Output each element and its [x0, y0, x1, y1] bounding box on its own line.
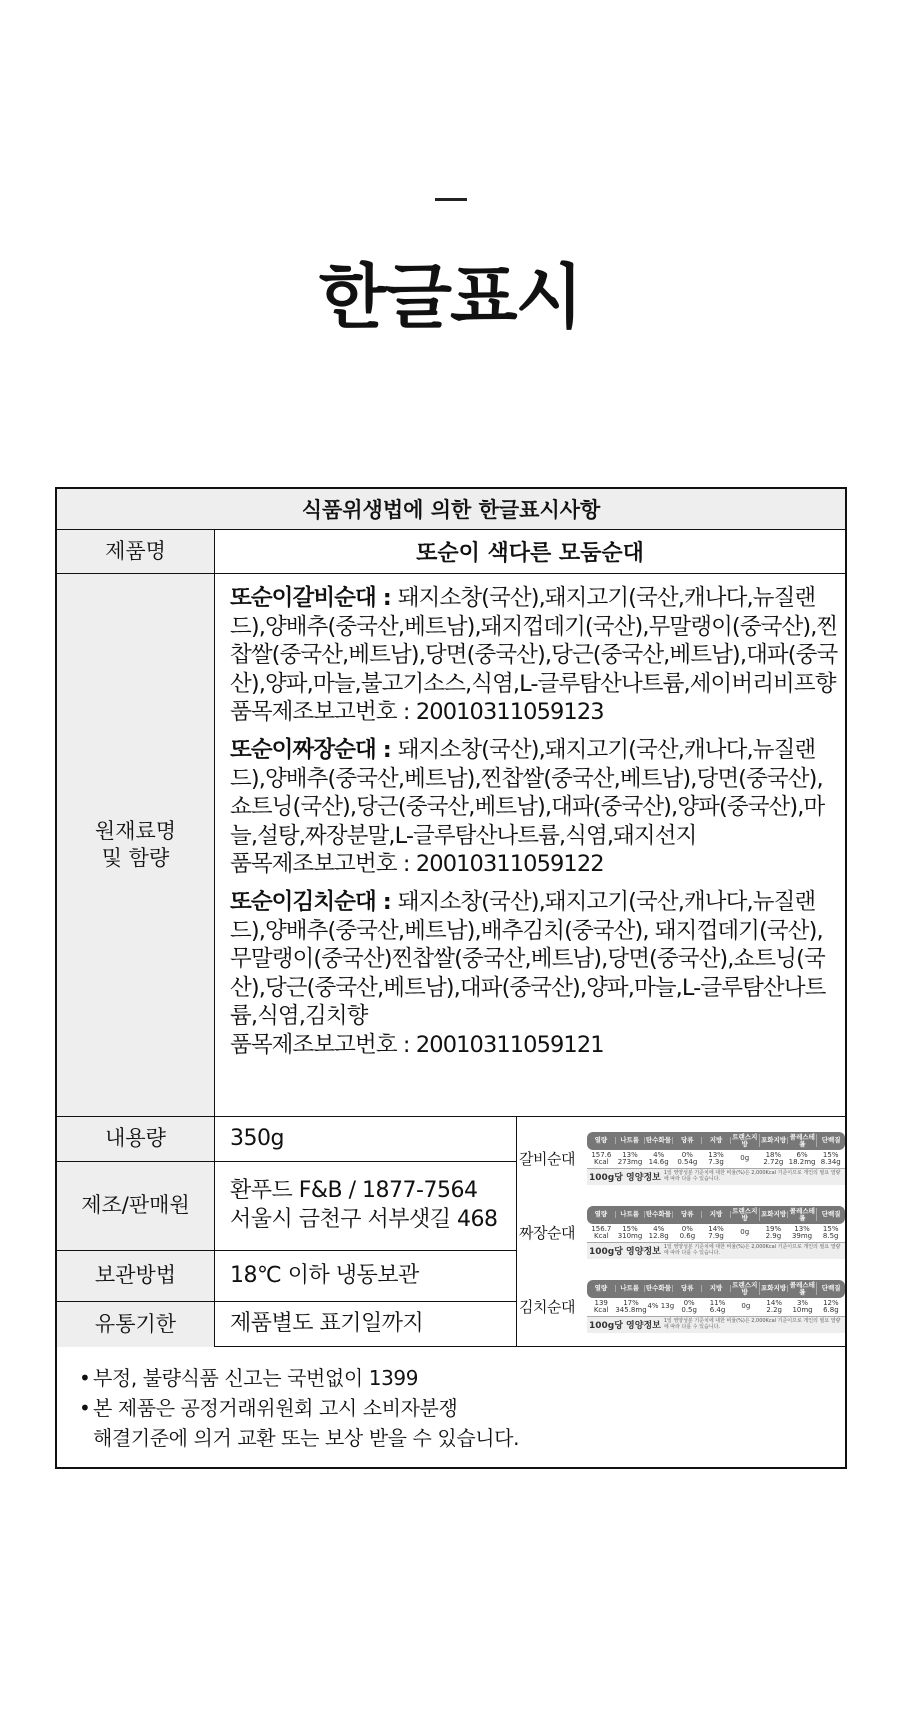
expiry-value: 제품별도 표기일까지	[230, 1311, 424, 1337]
nutrient-header: 나트륨	[616, 1211, 645, 1218]
report-number: 품목제조보고번호 : 20010311059121	[230, 1031, 604, 1058]
nutrient-header: 트랜스지방	[731, 1282, 760, 1296]
ingredient-item	[230, 736, 841, 879]
nutrient-header: 콜레스테롤	[788, 1208, 817, 1222]
nutrient-value: 19% 2.9g	[765, 1224, 782, 1240]
nutrition-panel	[517, 1117, 845, 1346]
label-table	[55, 487, 847, 1469]
nutrient-header: 단백질	[821, 1136, 841, 1145]
report-number: 품목제조보고번호 : 20010311059123	[230, 699, 604, 726]
ingredients-row	[57, 574, 845, 1117]
nutrient-value: 13% 273mg	[617, 1150, 643, 1166]
volume-label: 내용량	[57, 1117, 215, 1161]
table-header: 식품위생법에 의한 한글표시사항	[57, 489, 845, 530]
nutrient-header: 나트륨	[616, 1285, 645, 1292]
nutrient-value: 4% 14.6g	[648, 1150, 669, 1166]
nutrient-header: 포화지방	[760, 1285, 789, 1292]
expiry-row	[57, 1302, 516, 1347]
nutrient-header: 포화지방	[760, 1137, 789, 1144]
nutrient-header: 열량	[587, 1211, 616, 1218]
expiry-label: 유통기한	[57, 1302, 215, 1347]
product-name-row	[57, 530, 845, 574]
ingredient-product-name: 또순이갈비순대 :	[230, 585, 398, 611]
ingredient-item	[230, 584, 841, 727]
nutrient-value: 156.7 Kcal	[591, 1224, 612, 1240]
nutrient-value: 12% 6.8g	[823, 1298, 839, 1314]
nutrition-footer	[587, 1317, 845, 1333]
nutrient-header: 단백질	[821, 1210, 841, 1219]
nutrient-value: 139 Kcal	[593, 1298, 609, 1314]
nutrition-headers	[587, 1132, 845, 1150]
report-number: 품목제조보고번호 : 20010311059122	[230, 851, 604, 878]
nutrient-header: 포화지방	[760, 1211, 789, 1218]
nutrient-value: 4% 13g	[647, 1302, 675, 1310]
nutrient-value: 18% 2.72g	[763, 1150, 784, 1166]
nutrition-block	[519, 1195, 845, 1269]
notes-section	[57, 1347, 845, 1467]
nutrition-footer-title: 100g당 영양정보	[589, 1321, 661, 1331]
nutrient-value: 4% 12.8g	[648, 1224, 669, 1240]
nutrient-header: 열량	[587, 1137, 616, 1144]
nutrient-value: 0% 0.54g	[677, 1150, 698, 1166]
ingredient-text: 돼지소창(국산),돼지고기(국산,캐나다,뉴질랜드),양배추(중국산,베트남),찐찹쌀(중국산,베트남),당면(중국산),쇼트닝(국산),당근(중국산,베트남),대파(중국산),양파(중국산),마늘,설탕,짜장분말,L-글루탐산나트륨,식염,돼지선지	[230, 736, 825, 849]
nutrition-headers	[587, 1280, 845, 1298]
nutrition-product-name: 김치순대	[519, 1297, 575, 1316]
nutrient-value: 15% 310mg	[617, 1224, 643, 1240]
nutrient-header: 콜레스테롤	[788, 1282, 817, 1296]
storage-value: 18℃ 이하 냉동보관	[230, 1262, 419, 1288]
nutrient-value: 14% 7.9g	[708, 1224, 724, 1240]
nutrition-values	[587, 1150, 845, 1169]
nutrition-footer-note: 1일 영양성분 기준치에 대한 비율(%)은 2,000Kcal 기준이므로 개인의 필요 열량에 따라 다를 수 있습니다.	[663, 1170, 841, 1182]
note-item: • 본 제품은 공정거래위원회 고시 소비자분쟁 해결기준에 의거 교환 또는 보상 받을 수 있습니다.	[79, 1393, 845, 1453]
ingredient-product-name: 또순이짜장순대 :	[230, 736, 398, 763]
ingredient-item	[230, 888, 841, 1060]
title-dash-decoration	[435, 198, 467, 201]
ingredient-text: 돼지소창(국산),돼지고기(국산,캐나다,뉴질랜드),양배추(중국산,베트남),배추김치(중국산), 돼지껍데기(국산), 무말랭이(중국산)찐찹쌀(중국산,베트남),당면(중국산),쇼트닝(국산),당근(중국산,베트남),대파(중국산),양파,마늘,L-글루탐산나트륨,식염,김치향	[230, 888, 826, 1030]
maker-row	[57, 1162, 516, 1251]
nutrient-value: 6% 18.2mg	[788, 1150, 816, 1166]
details-section	[57, 1117, 845, 1347]
nutrition-values	[587, 1224, 845, 1243]
nutrient-header: 단백질	[821, 1284, 841, 1293]
nutrition-table	[587, 1206, 845, 1259]
nutrient-value: 13% 39mg	[791, 1224, 813, 1240]
nutrient-header: 탄수화물	[645, 1137, 674, 1144]
nutrient-value: 0g	[740, 1228, 750, 1236]
ingredient-product-name: 또순이김치순대 :	[230, 888, 398, 915]
nutrient-value: 0% 0.6g	[679, 1224, 696, 1240]
nutrient-value: 15% 8.5g	[822, 1224, 839, 1240]
ingredient-text: 돼지소창(국산),돼지고기(국산,캐나다,뉴질랜드),양배추(중국산,베트남),돼지껍데기(국산),무말랭이(중국산),찐찹쌀(중국산,베트남),당면(중국산),당근(중국산,베트남),대파(중국산),양파,마늘,불고기소스,식염,L-글루탐산나트륨,세이버리비프향	[230, 585, 838, 697]
note-item: • 부정, 불량식품 신고는 국번없이 1399	[79, 1363, 845, 1393]
ingredients-label: 원재료명 및 함량	[57, 574, 215, 1116]
page-title: 한글표시	[318, 256, 582, 338]
nutrition-footer-note: 1일 영양성분 기준치에 대한 비율(%)은 2,000Kcal 기준이므로 개인의 필요 열량에 따라 다를 수 있습니다.	[663, 1318, 841, 1330]
nutrient-header: 지방	[702, 1285, 731, 1292]
nutrition-values	[587, 1298, 845, 1317]
nutrient-value: 11% 6.4g	[709, 1298, 726, 1314]
nutrition-headers	[587, 1206, 845, 1224]
nutrient-header: 지방	[702, 1137, 731, 1144]
nutrient-value: 0g	[741, 1302, 751, 1310]
nutrition-product-name: 갈비순대	[519, 1149, 575, 1168]
nutrient-value: 14% 2.2g	[766, 1298, 782, 1314]
nutrient-value: 3% 10mg	[792, 1298, 813, 1314]
nutrition-table	[587, 1280, 845, 1333]
nutrient-header: 트랜스지방	[731, 1208, 760, 1222]
maker-label: 제조/판매원	[57, 1162, 215, 1250]
nutrient-value: 0g	[740, 1154, 750, 1162]
maker-line2: 서울시 금천구 서부샛길 468	[230, 1207, 498, 1232]
nutrient-header: 당류	[673, 1211, 702, 1218]
nutrition-footer-title: 100g당 영양정보	[589, 1173, 661, 1183]
nutrition-footer-note: 1일 영양성분 기준치에 대한 비율(%)은 2,000Kcal 기준이므로 개인의 필요 열량에 따라 다를 수 있습니다.	[663, 1244, 841, 1256]
nutrient-value: 13% 7.3g	[708, 1150, 724, 1166]
nutrient-header: 트랜스지방	[731, 1134, 760, 1148]
nutrient-header: 나트륨	[616, 1137, 645, 1144]
maker-line1: 환푸드 F&B / 1877-7564	[230, 1178, 478, 1204]
nutrition-table	[587, 1132, 845, 1185]
maker-value	[215, 1162, 516, 1250]
nutrient-header: 콜레스테롤	[788, 1134, 817, 1148]
nutrient-header: 열량	[587, 1285, 616, 1292]
nutrient-value: 0% 0.5g	[681, 1298, 697, 1314]
nutrient-header: 지방	[702, 1211, 731, 1218]
nutrient-header: 탄수화물	[645, 1285, 674, 1292]
nutrient-value: 157.6 Kcal	[591, 1150, 612, 1166]
nutrient-value: 17% 345.8mg	[615, 1298, 647, 1314]
nutrition-footer	[587, 1243, 845, 1259]
nutrition-block	[519, 1121, 845, 1195]
product-name-label: 제품명	[57, 530, 215, 573]
nutrition-product-name: 짜장순대	[519, 1223, 575, 1242]
nutrient-header: 탄수화물	[645, 1211, 674, 1218]
volume-value: 350g	[230, 1125, 284, 1151]
storage-label: 보관방법	[57, 1251, 215, 1301]
details-left	[57, 1117, 517, 1346]
nutrient-value: 15% 8.34g	[820, 1150, 841, 1166]
ingredients-content	[215, 574, 845, 1116]
nutrient-header: 당류	[673, 1285, 702, 1292]
nutrition-block	[519, 1269, 845, 1343]
nutrient-header: 당류	[673, 1137, 702, 1144]
storage-row	[57, 1251, 516, 1302]
volume-row	[57, 1117, 516, 1162]
product-name-value: 또순이 색다른 모둠순대	[416, 541, 644, 566]
nutrition-footer	[587, 1169, 845, 1185]
nutrition-footer-title: 100g당 영양정보	[589, 1247, 661, 1257]
